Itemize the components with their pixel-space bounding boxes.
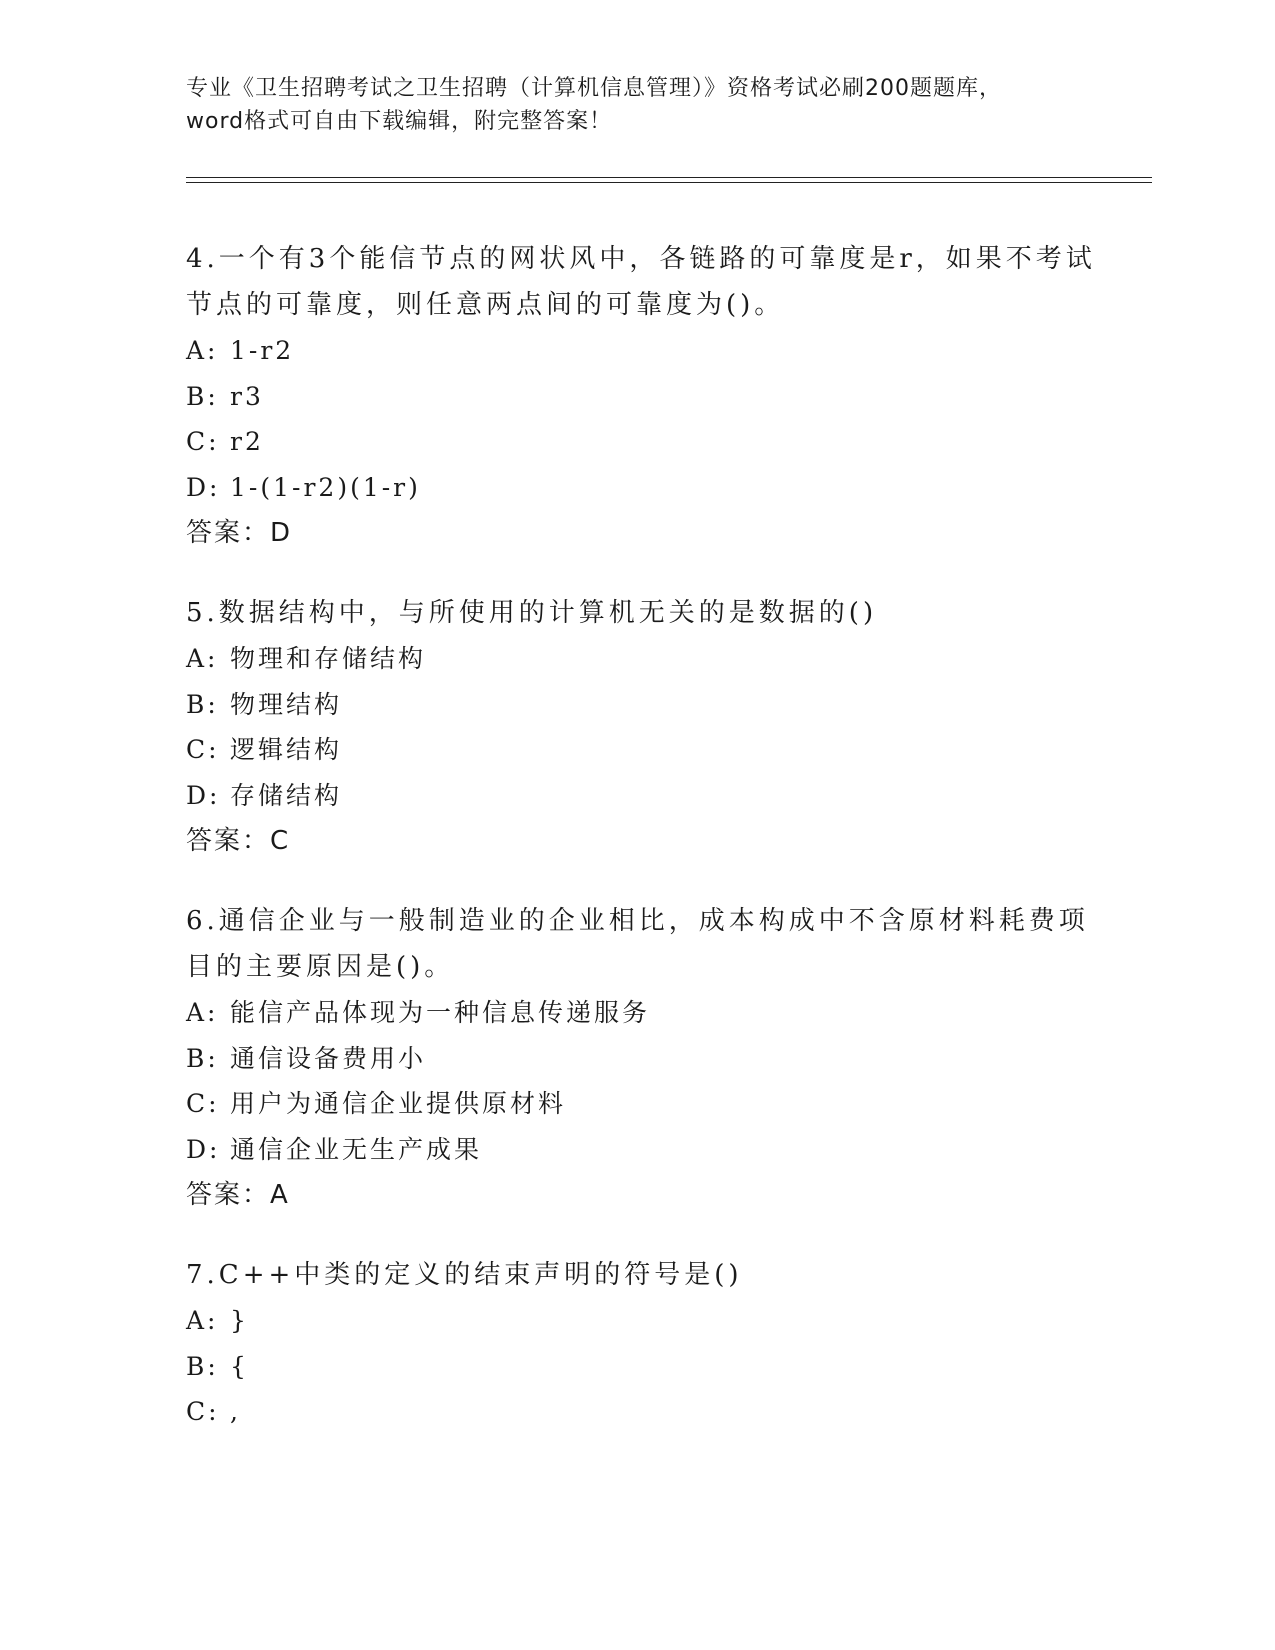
option-c [186,1389,1146,1435]
option-text: { [230,1351,249,1381]
question-stem-line: 目的主要原因是()。 [186,952,455,982]
header-line-2: word格式可自由下载编辑，附完整答案！ [186,109,613,134]
option-letter: B: [186,1351,219,1381]
question-7 [186,1252,1146,1435]
answer-label: 答案：A [186,1180,290,1210]
answer-label: 答案：D [186,518,293,548]
question-stem-line: 4.一个有3个能信节点的网状风中，各链路的可靠度是r，如果不考试 [186,244,1096,274]
option-a [186,328,1146,374]
option-letter: A: [186,644,219,673]
option-letter: D: [186,472,221,502]
option-text: 存储结构 [230,780,343,810]
option-a [186,636,1146,682]
option-text: 物理和存储结构 [230,644,427,673]
option-c [186,727,1146,773]
answer-label: 答案：C [186,826,291,856]
option-letter: C: [186,735,220,764]
option-c [186,1081,1146,1127]
option-text: r2 [230,427,264,456]
option-b [186,1036,1146,1082]
option-text: 物理结构 [230,689,343,719]
question-6 [186,898,1146,1218]
option-b [186,374,1146,420]
question-stem-line: 6.通信企业与一般制造业的企业相比，成本构成中不含原材料耗费项 [186,906,1089,936]
option-letter: C: [186,1089,220,1118]
option-text: 能信产品体现为一种信息传递服务 [230,998,651,1027]
option-text: 用户为通信企业提供原材料 [230,1089,567,1118]
document-header [186,72,1146,138]
option-text: r3 [230,381,264,411]
question-stem-line: 5.数据结构中，与所使用的计算机无关的是数据的() [186,598,878,628]
option-letter: A: [186,1306,219,1335]
option-text: 通信企业无生产成果 [230,1134,483,1164]
option-text: 1-(1-r2)(1-r) [230,472,421,502]
option-text: } [230,1306,249,1335]
option-letter: B: [186,1043,219,1073]
question-stem-line: 7.C++中类的定义的结束声明的符号是() [186,1260,743,1290]
option-c [186,419,1146,465]
option-d [186,1127,1146,1173]
option-letter: B: [186,689,219,719]
option-b [186,682,1146,728]
header-divider-top [186,177,1152,178]
option-letter: C: [186,1397,220,1426]
question-4 [186,236,1146,556]
option-letter: A: [186,998,219,1027]
option-letter: B: [186,381,219,411]
question-5 [186,590,1146,864]
option-letter: D: [186,1134,221,1164]
option-a [186,1298,1146,1344]
header-divider-bottom [186,182,1152,183]
option-b [186,1344,1146,1390]
option-d [186,773,1146,819]
option-letter: D: [186,780,221,810]
option-letter: A: [186,336,219,365]
option-text: , [230,1397,241,1426]
option-letter: C: [186,427,220,456]
option-text: 通信设备费用小 [230,1043,427,1073]
option-a [186,990,1146,1036]
option-text: 1-r2 [230,336,295,365]
header-line-1: 专业《卫生招聘考试之卫生招聘（计算机信息管理）》资格考试必刷200题题库， [186,76,1002,101]
option-d [186,465,1146,511]
question-list [186,236,1146,1469]
option-text: 逻辑结构 [230,735,343,764]
question-stem-line: 节点的可靠度，则任意两点间的可靠度为()。 [186,290,785,320]
